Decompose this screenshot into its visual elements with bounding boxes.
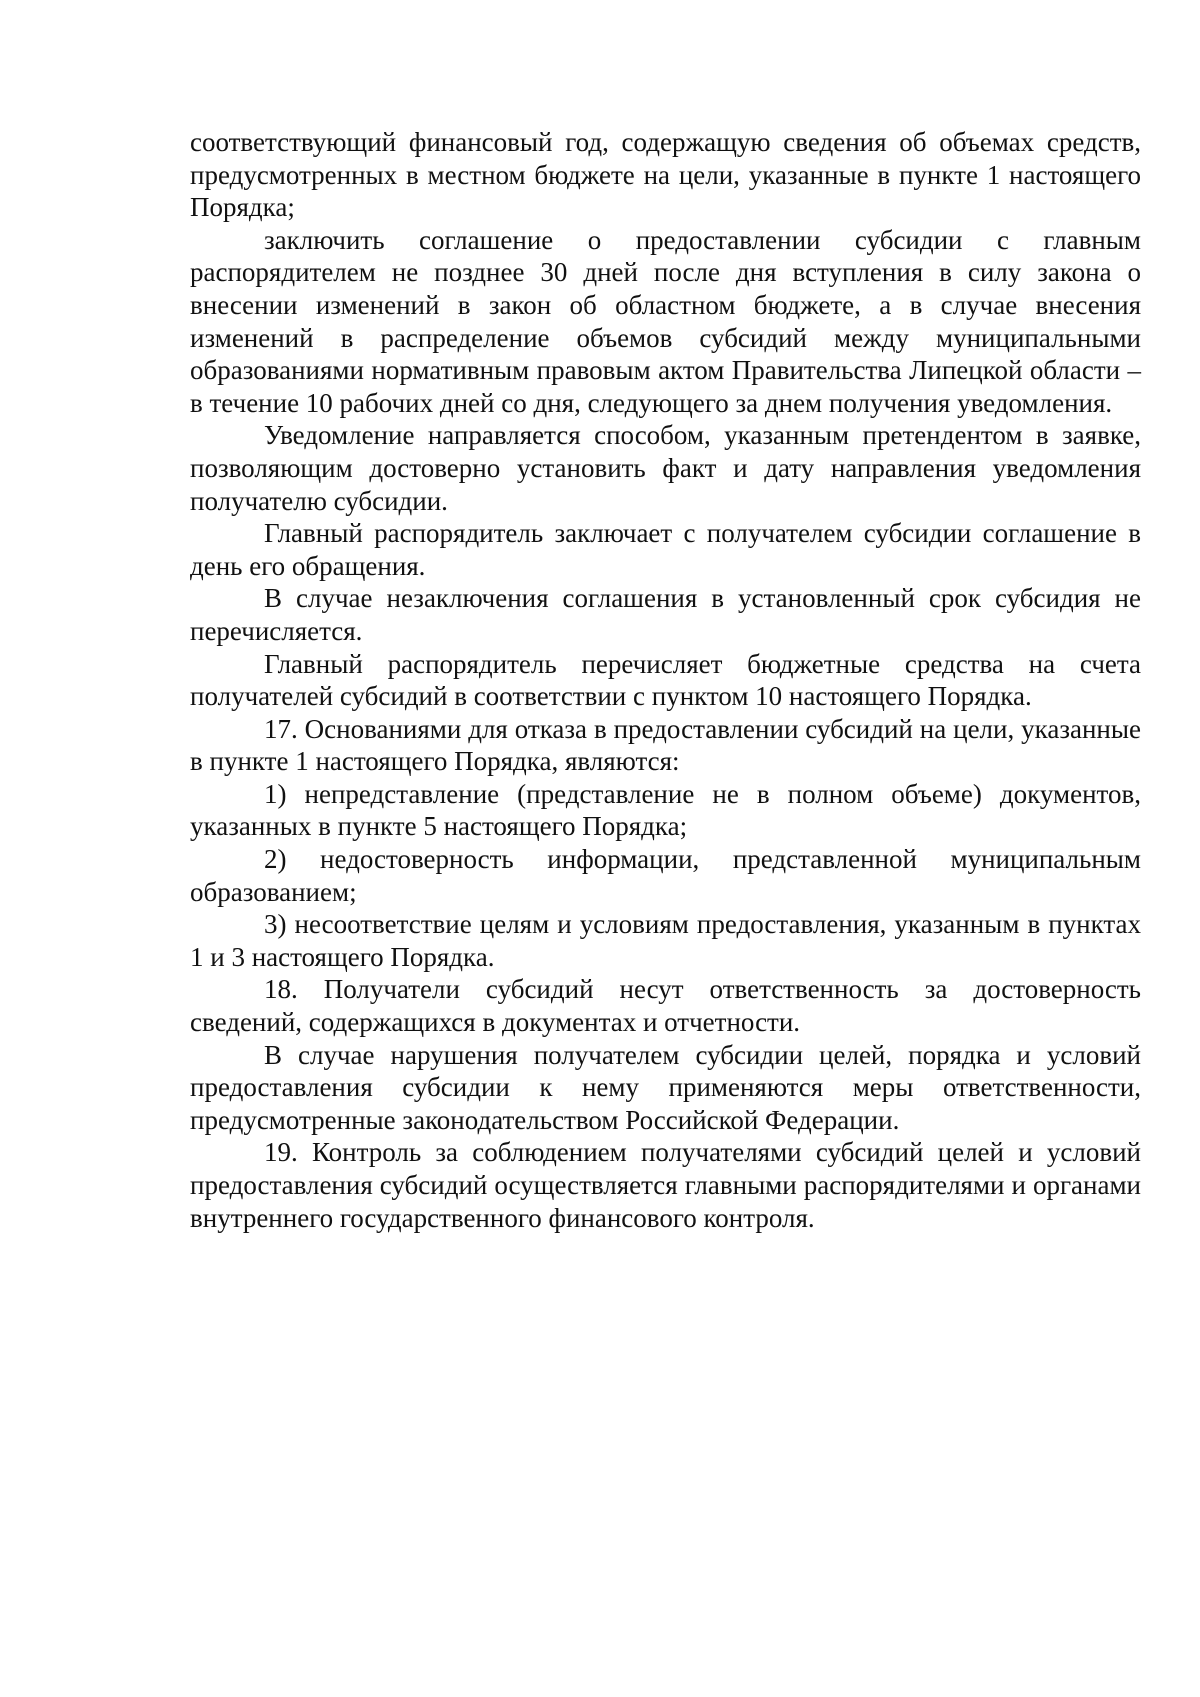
paragraph-no-agreement: В случае незаключения соглашения в установленный срок субсидия не перечисляется. (190, 583, 1141, 646)
paragraph-refusal-reason-1: 1) непредставление (представление не в полном объеме) документов, указанных в пункте 5 настоящего Порядка; (190, 778, 1141, 842)
paragraph-violation-liability: В случае нарушения получателем субсидии целей, порядка и условий предоставления субсидии к нему применяются меры ответственности, предусмотренные законодательством Российской Федерации. (190, 1039, 1141, 1135)
paragraph-refusal-reason-2: 2) недостоверность информации, представленной муниципальным образованием; (190, 844, 1141, 907)
paragraph-funds-transfer: Главный распорядитель перечисляет бюджетные средства на счета получателей субсидий в соответствии с пунктом 10 настоящего Порядка. (190, 648, 1141, 712)
paragraph-agreement-signing: Главный распорядитель заключает с получателем субсидии соглашение в день его обращения. (190, 518, 1141, 581)
paragraph-item-18: 18. Получатели субсидий несут ответственность за достоверность сведений, содержащихся в документах и отчетности. (190, 974, 1141, 1038)
paragraph-notification-method: Уведомление направляется способом, указанным претендентом в заявке, позволяющим достоверно установить факт и дату направления уведомления получателю субсидии. (190, 420, 1141, 516)
paragraph-item-17: 17. Основаниями для отказа в предоставлении субсидий на цели, указанные в пункте 1 настоящего Порядка, являются: (190, 713, 1141, 777)
paragraph-continuation: соответствующий финансовый год, содержащую сведения об объемах средств, предусмотренных в местном бюджете на цели, указанные в пункте 1 настоящего Порядка; (190, 127, 1141, 223)
paragraph-agreement-deadline: заключить соглашение о предоставлении субсидии с главным распорядителем не позднее 30 дней после дня вступления в силу закона о внесении изменений в закон об областном бюджете, а в случае внесения изменений в распределение объемов субсидий между муниципальными образованиями нормативным правовым актом Правительства Липецкой области – в течение 10 рабочих дней со дня, следующего за днем получения уведомления. (190, 224, 1141, 418)
paragraph-refusal-reason-3: 3) несоответствие целям и условиям предоставления, указанным в пунктах 1 и 3 настоящего Порядка. (190, 909, 1141, 972)
paragraph-item-19: 19. Контроль за соблюдением получателями субсидий целей и условий предоставления субсидий осуществляется главными распорядителями и органами внутреннего государственного финансового контроля. (190, 1137, 1141, 1233)
document-body (190, 126, 1141, 1234)
